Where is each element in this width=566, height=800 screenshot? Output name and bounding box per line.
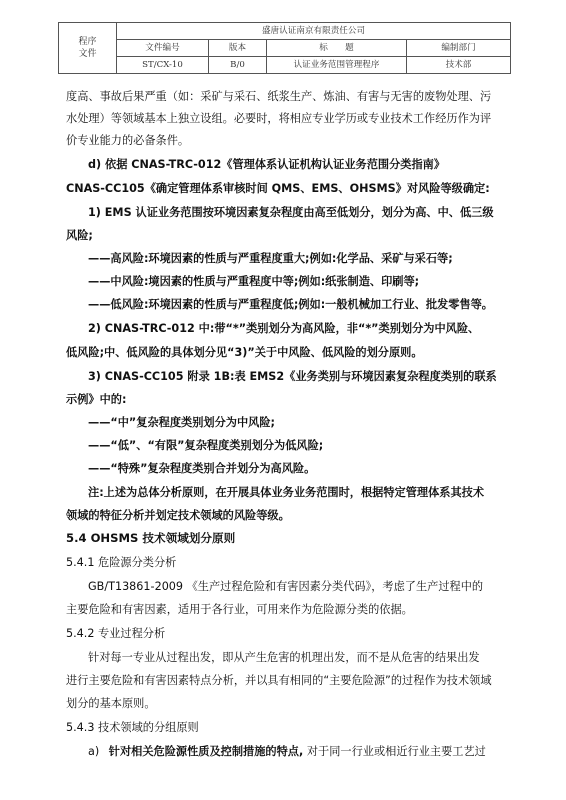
body-line: 价专业能力的必备条件。 (66, 134, 190, 147)
header-side-label-2: 文件 (78, 49, 97, 59)
subsection-heading-5-4-2: 5.4.2 专业过程分析 (66, 627, 166, 640)
body-line: GB/T13861-2009 《生产过程危险和有害因素分类代码》，考虑了生产过程中的 (88, 580, 484, 593)
note-line: 注:上述为总体分析原则，在开展具体业务业务范围时，根据特定管理体系其技术 (88, 486, 485, 499)
body-line: 1) EMS 认证业务范围按环境因素复杂程度由高至低划分，划分为高、中、低三级 (88, 206, 494, 219)
risk-item-low: ——低风险:环境因素的性质与严重程度低;例如:一般机械加工行业、批发零售等。 (88, 298, 493, 311)
body-line: 度高、事故后果严重（如：采矿与采石、纸浆生产、炼油、有害与无害的废物处理、污 (66, 90, 492, 103)
header-value-department: 技术部 (407, 57, 511, 74)
body-line: 低风险;中、低风险的具体划分见“3)”关于中风险、低风险的划分原则。 (66, 346, 423, 359)
body-line: CNAS-CC105《确定管理体系审核时间 QMS、EMS、OHSMS》对风险等级确定: (66, 182, 490, 195)
body-line: 风险; (66, 229, 93, 242)
header-label-department: 编制部门 (407, 40, 511, 57)
header-side-cell (59, 23, 117, 74)
section-heading-5-4: 5.4 OHSMS 技术领域划分原则 (66, 531, 236, 545)
header-label-title: 标 题 (267, 40, 407, 57)
header-label-doc-number: 文件编号 (117, 40, 209, 57)
subsection-heading-5-4-3: 5.4.3 技术领域的分组原则 (66, 721, 199, 734)
body-line: 3) CNAS-CC105 附录 1B:表 EMS2《业务类别与环境因素复杂程度类别的联系 (88, 370, 497, 383)
header-company-name: 盛唐认证南京有限责任公司 (117, 23, 511, 40)
body-line: 2) CNAS-TRC-012 中:带“*”类别划分为高风险，非“*”类别划分为中风险、 (88, 322, 480, 335)
grouping-item-text: 对于同一行业或相近行业主要工艺过 (306, 745, 486, 758)
subsection-heading-5-4-1: 5.4.1 危险源分类分析 (66, 556, 177, 569)
header-value-version: B/0 (209, 57, 267, 74)
header-label-version: 版本 (209, 40, 267, 57)
body-line: 示例》中的: (66, 393, 127, 406)
risk-item-high: ——高风险:环境因素的性质与严重程度重大;例如:化学品、采矿与采石等; (88, 252, 453, 265)
document-header-table (58, 22, 511, 74)
complexity-item: ——“中”复杂程度类别划分为中风险; (88, 416, 275, 429)
complexity-item: ——“特殊”复杂程度类别合并划分为高风险。 (88, 462, 316, 475)
body-line: 水处理）等领域基本上独立设组。必要时，将相应专业学历或专业技术工作经历作为评 (66, 112, 492, 125)
header-value-title: 认证业务范围管理程序 (267, 57, 407, 74)
body-line: 主要危险和有害因素，适用于各行业，可用来作为危险源分类的依据。 (66, 603, 413, 616)
criteria-heading: d) 依据 CNAS-TRC-012《管理体系认证机构认证业务范围分类指南》 (88, 158, 446, 171)
complexity-item: ——“低”、“有限”复杂程度类别划分为低风险; (88, 439, 324, 452)
body-line: 针对每一专业从过程出发，即从产生危害的机理出发，而不是从危害的结果出发 (88, 651, 480, 664)
body-line: 进行主要危险和有害因素特点分析，并以具有相同的“主要危险源”的过程作为技术领域 (66, 674, 492, 687)
header-value-doc-number: ST/CX-10 (117, 57, 209, 74)
note-line: 领域的特征分析并划定技术领域的风险等级。 (66, 509, 290, 522)
body-line: 划分的基本原则。 (66, 697, 156, 710)
grouping-item-bold: 针对相关危险源性质及控制措施的特点, (108, 745, 304, 758)
grouping-item-a (88, 743, 486, 759)
risk-item-medium: ——中风险:境因素的性质与严重程度中等;例如:纸张制造、印刷等; (88, 275, 420, 288)
header-side-label-1: 程序 (78, 37, 97, 47)
grouping-item-marker: a) (88, 745, 100, 758)
